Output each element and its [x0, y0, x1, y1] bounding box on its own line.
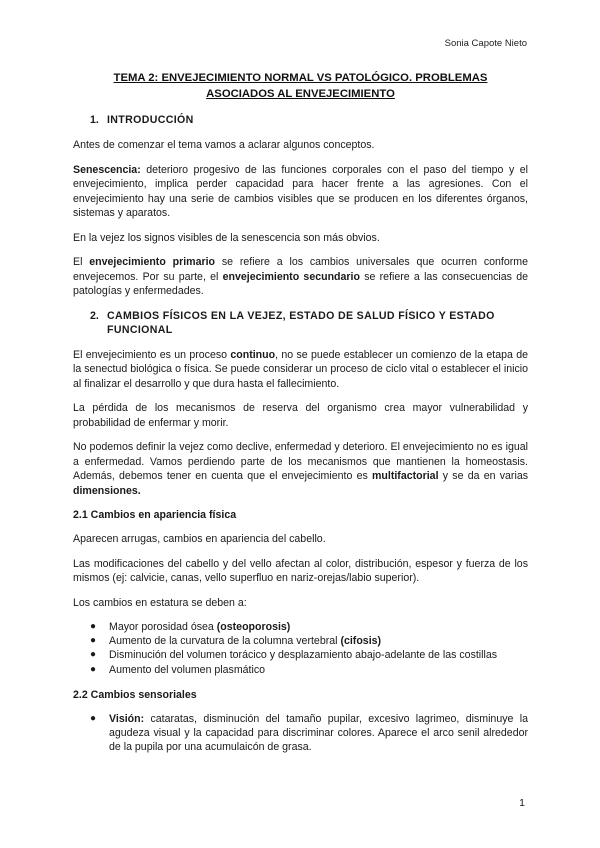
section-2-title: CAMBIOS FÍSICOS EN LA VEJEZ, ESTADO DE SALUD FÍSICO Y ESTADO FUNCIONAL — [107, 309, 495, 336]
document-title — [73, 70, 528, 102]
sensoriales-list — [73, 712, 528, 755]
list-item — [73, 634, 528, 648]
list-item-text: Aumento del volumen plasmático — [109, 663, 266, 676]
arrugas-paragraph: Aparecen arrugas, cambios en apariencia del cabello. — [73, 533, 326, 545]
estatura-paragraph: Los cambios en estatura se deben a: — [73, 596, 247, 609]
text-segment: , no se puede establecer un comienzo de la etapa de la senectud biológica o física. Se puede considerar un proceso de ciclo vital o establecer el inicio al finalizar el desarrollo y que dura hasta el fallecimiento. — [73, 348, 528, 390]
bullet-icon: ● — [90, 621, 97, 632]
term-multifactorial: multifactorial — [372, 470, 439, 482]
list-item — [73, 620, 528, 634]
term-continuo: continuo — [230, 348, 276, 361]
text-segment: El envejecimiento es un proceso — [73, 348, 231, 361]
list-item — [73, 712, 528, 755]
list-item — [73, 663, 528, 677]
list-item-term: (cifosis) — [340, 635, 382, 648]
list-item-text: Aumento de la curvatura de la columna vertebral — [109, 635, 341, 648]
list-item-text: Mayor porosidad ósea — [109, 621, 217, 633]
senescencia-paragraph — [73, 163, 528, 221]
term-secundario: envejecimiento secundario — [222, 270, 360, 283]
subsection-2-2-heading: 2.2 Cambios sensoriales — [73, 688, 197, 701]
senescencia-text: deterioro progesivo de las funciones corporales con el paso del tiempo y el envejecimiento, implica perder capacidad para hacer frente a las agresiones. Con el envejecimiento hay una serie de cambios visibles que se producen en los diferentes órganos, sistemas y aparatos. — [73, 163, 528, 219]
author-name: Sonia Capote Nieto — [444, 38, 527, 49]
term-dimensiones: dimensiones. — [73, 484, 141, 497]
section-1-heading — [73, 113, 528, 127]
reserva-paragraph: La pérdida de los mecanismos de reserva del organismo crea mayor vulnerabilidad y probabilidad de enfermar y morir. — [73, 402, 528, 429]
bullet-icon: ● — [90, 635, 97, 647]
section-2-heading — [73, 309, 528, 337]
cabello-paragraph: Las modificaciones del cabello y del vello afectan al color, distribución, espesor y fuerza de los mismos (ej: calvicie, canas, vello superfluo en nariz-orejas/labio superior). — [73, 557, 528, 584]
section-1-number: 1. — [90, 114, 99, 126]
subsection-2-1-heading: 2.1 Cambios en apariencia física — [73, 509, 237, 521]
senescencia-term: Senescencia: — [73, 163, 141, 176]
title-line-2: ASOCIADOS AL ENVEJECIMIENTO — [206, 88, 395, 100]
bullet-icon: ● — [90, 649, 97, 661]
list-item-term: Visión: — [109, 712, 145, 725]
vejez-paragraph: En la vejez los signos visibles de la senescencia son más obvios. — [73, 231, 380, 244]
text-segment: y se da en varias — [438, 470, 529, 482]
text-segment: No podemos definir la vejez como declive, enfermedad y deterioro. El envejecimiento no es igual a enfermedad. Vamos perdiendo parte de los mecanismos que mantienen la homeostasis. Además, debemos tener en cuenta que el envejecimiento es — [73, 441, 528, 482]
list-item-term: (osteoporosis) — [216, 621, 291, 633]
multifactorial-paragraph — [73, 440, 528, 498]
text-segment: El — [73, 256, 90, 268]
estatura-list — [73, 620, 528, 677]
bullet-icon: ● — [90, 663, 97, 675]
envejecimiento-types-paragraph — [73, 255, 528, 299]
term-primario: envejecimiento primario — [89, 256, 216, 268]
list-item-text: cataratas, disminución del tamaño pupilar, excesivo lagrimeo, disminuye la agudeza visual y la capacidad para discriminar colores. Aparece el arco senil alrededor de la pupila por una acumulaicón de grasa. — [109, 712, 528, 754]
title-line-1: TEMA 2: ENVEJECIMIENTO NORMAL VS PATOLÓGICO. PROBLEMAS — [113, 72, 488, 84]
section-2-number: 2. — [90, 309, 99, 322]
list-item-text: Disminución del volumen torácico y desplazamiento abajo-adelante de las costillas — [109, 649, 498, 662]
text-segment: se refiere a los cambios universales que ocurren conforme envejecemos. Por su parte, el — [73, 256, 528, 283]
section-1-title: INTRODUCCIÓN — [107, 114, 194, 126]
intro-paragraph: Antes de comenzar el tema vamos a aclarar algunos conceptos. — [73, 139, 375, 151]
page-number: 1 — [519, 797, 525, 809]
bullet-icon: ● — [90, 712, 97, 724]
continuo-paragraph — [73, 348, 528, 392]
text-segment: se refiere a las consecuencias de patologías y enfermedades. — [73, 270, 528, 297]
document-body — [73, 70, 528, 765]
list-item — [73, 648, 528, 662]
